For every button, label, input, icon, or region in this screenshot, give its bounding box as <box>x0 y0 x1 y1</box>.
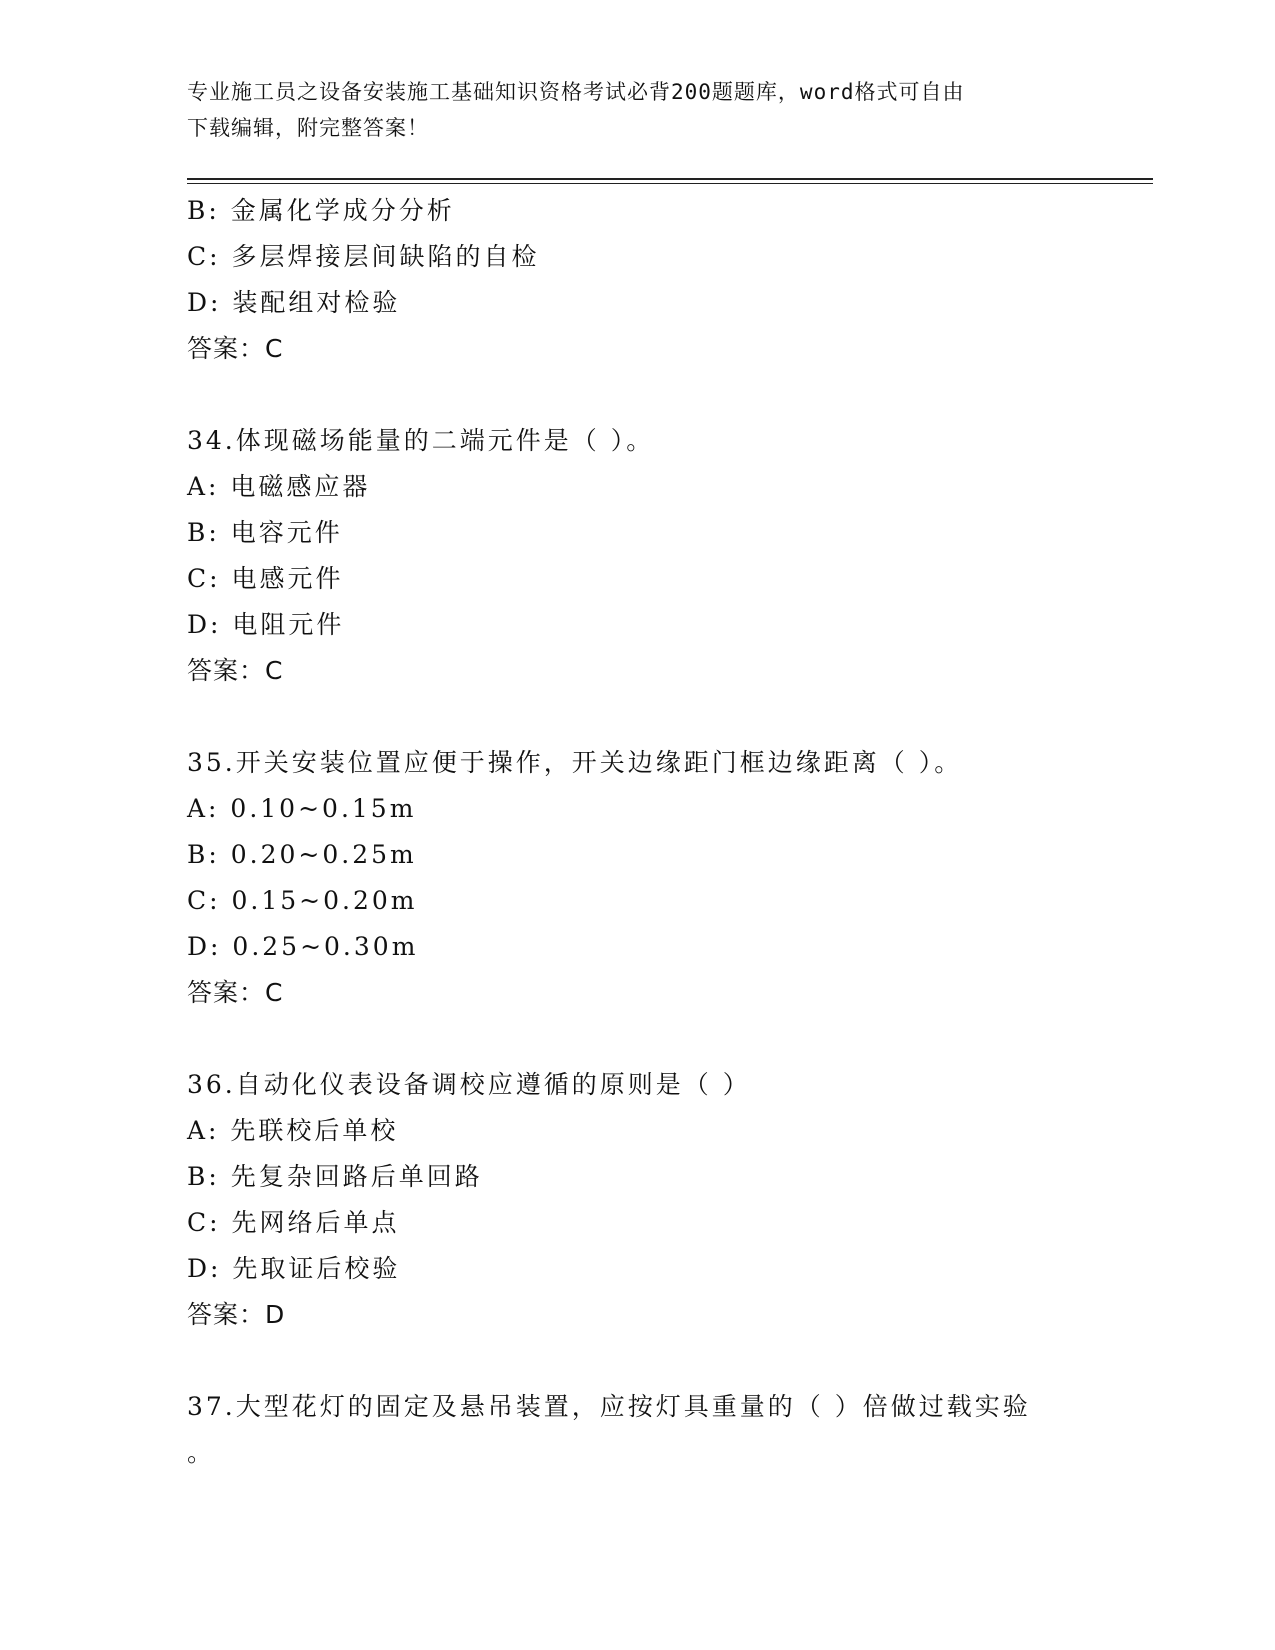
spacer <box>187 1338 1153 1384</box>
header-divider-thin <box>187 183 1153 184</box>
answer: 答案：C <box>187 978 284 1007</box>
spacer <box>187 694 1153 740</box>
question-text: 34.体现磁场能量的二端元件是（ ）。 <box>187 426 655 455</box>
question-text: 35.开关安装位置应便于操作，开关边缘距门框边缘距离（ ）。 <box>187 748 963 777</box>
option-d: D: 装配组对检验 <box>187 288 401 317</box>
header-line-2: 下载编辑，附完整答案！ <box>187 116 429 140</box>
answer: 答案：C <box>187 656 284 685</box>
header-divider-thick <box>187 178 1153 180</box>
spacer <box>187 372 1153 418</box>
option-c: C: 多层焊接层间缺陷的自检 <box>187 242 540 271</box>
option-a: A: 0.10~0.15m <box>187 794 417 823</box>
option-c: C: 0.15~0.20m <box>187 886 418 915</box>
answer: 答案：D <box>187 1300 286 1329</box>
spacer <box>187 1016 1153 1062</box>
question-text: 37.大型花灯的固定及悬吊装置，应按灯具重量的（ ）倍做过载实验 <box>187 1392 1031 1421</box>
question-37 <box>187 1384 1153 1476</box>
option-c: C: 电感元件 <box>187 564 344 593</box>
question-33 <box>187 188 1153 372</box>
option-c: C: 先网络后单点 <box>187 1208 400 1237</box>
option-d: D: 先取证后校验 <box>187 1254 401 1283</box>
header-line-1: 专业施工员之设备安装施工基础知识资格考试必背200题题库，word格式可自由 <box>187 80 965 104</box>
question-36 <box>187 1062 1153 1338</box>
question-text-continuation: 。 <box>187 1438 213 1467</box>
option-b: B: 0.20~0.25m <box>187 840 417 869</box>
option-b: B: 电容元件 <box>187 518 343 547</box>
option-d: D: 电阻元件 <box>187 610 345 639</box>
option-a: A: 电磁感应器 <box>187 472 371 501</box>
document-header <box>187 74 1067 146</box>
option-b: B: 先复杂回路后单回路 <box>187 1162 483 1191</box>
question-34 <box>187 418 1153 694</box>
option-d: D: 0.25~0.30m <box>187 932 419 961</box>
option-a: A: 先联校后单校 <box>187 1116 399 1145</box>
question-35 <box>187 740 1153 1016</box>
question-text: 36.自动化仪表设备调校应遵循的原则是（ ） <box>187 1070 751 1099</box>
question-list <box>187 188 1153 1476</box>
answer: 答案：C <box>187 334 284 363</box>
option-b: B: 金属化学成分分析 <box>187 196 455 225</box>
